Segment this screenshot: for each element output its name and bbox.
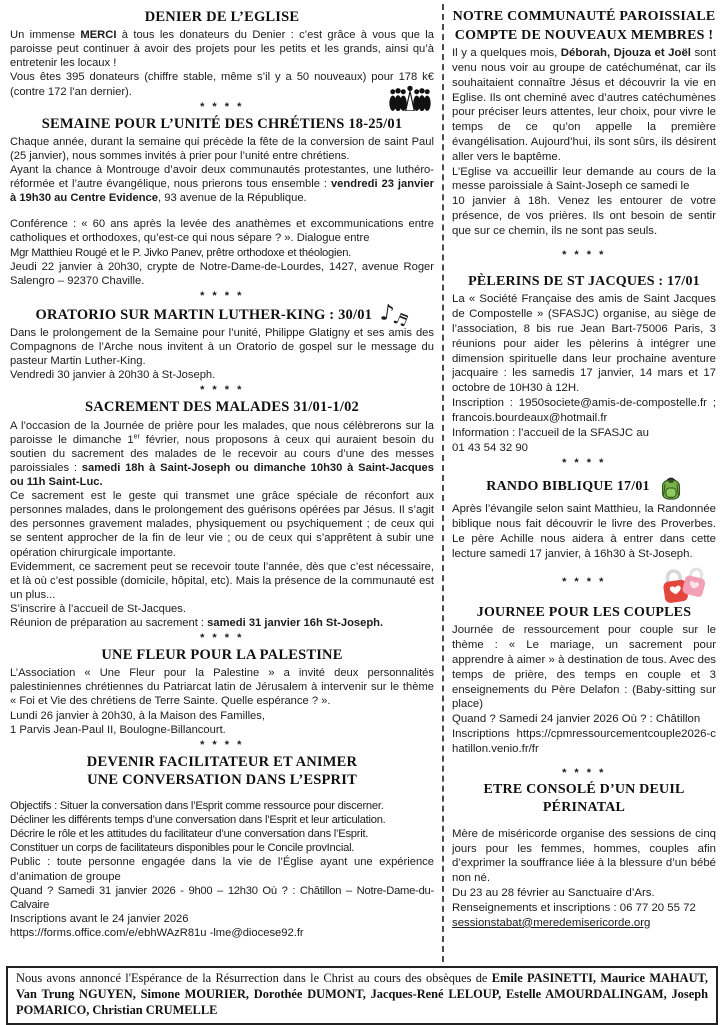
backpack-icon bbox=[660, 475, 682, 506]
text-run: sont venu nous voir au groupe de catéchuménat, car ils souhaitaient connaître Jésus et découvrir la vie en Eglise. Ils ont cheminé avec d’autres catéchumènes pour préciser leurs attentes, leur choix, pour vivre le temps de ce qu’on appelle la première évangélisation. Aujourd’hui, ils sont sûrs, ils désirent aller vers le baptême. bbox=[452, 47, 716, 163]
note-glyph: ♬ bbox=[390, 307, 412, 331]
text-run-bold: Déborah, Djouza et Joël bbox=[560, 47, 691, 60]
section-semaine-unite bbox=[10, 116, 434, 302]
text-run: février, nous proposons à ceux qui auraient besoin du soutien du sacrement des malades de le recevoir au cours d’une des messes paroissiales : bbox=[10, 433, 434, 474]
text-run-bold: MERCI bbox=[80, 29, 117, 42]
stars-text: * * * * bbox=[200, 289, 244, 302]
stars-text: * * * * bbox=[200, 100, 244, 113]
section-title-oratorio: ORATORIO SUR MARTIN LUTHER-KING : 30/01 bbox=[35, 306, 373, 323]
section-separator bbox=[10, 291, 434, 302]
paragraph: L’Association « Une Fleur pour la Palestine » a invité deux personnalités palestiniennes chrétiennes du Patriarcat latin de Jérusalem à intervenir sur le thème « Foi et Vie des chrétiens de Terre Sainte. Quelle espérance ? ». bbox=[10, 667, 434, 708]
section-title-couples: JOURNEE POUR LES COUPLES bbox=[476, 604, 692, 620]
section-denier bbox=[10, 9, 434, 113]
stars-text: * * * * bbox=[200, 632, 244, 645]
paragraph: 10 janvier à 18h. Venez les entourer de votre présence, de vos prières. Ils ont besoin de sentir que sur ce chemin, ils ne sont pas seuls. bbox=[452, 195, 716, 237]
paragraph: Décrire le rôle et les attitudes du facilitateur d’une conversation dans l’Esprit. bbox=[10, 828, 369, 841]
text-run-bold: samedi 31 janvier 16h St-Joseph. bbox=[207, 617, 384, 630]
left-column bbox=[10, 6, 434, 962]
section-separator bbox=[10, 633, 434, 644]
paragraph bbox=[10, 163, 434, 205]
paragraph: Conférence : « 60 ans après la levée des anathèmes et excommunications entre catholiques et orthodoxes, qu’est-ce qui nous sépare ? ». Dialogue entre bbox=[10, 218, 434, 245]
spacer bbox=[10, 205, 434, 217]
text-run: Un immense bbox=[10, 29, 81, 42]
paragraph: Mère de miséricorde organise des sessions de cinq jours pour les femmes, hommes, couples afin d’exprimer la souffrance liée à la blessure d’un bébé non né. bbox=[452, 827, 716, 885]
section-separator bbox=[10, 385, 434, 396]
section-separator bbox=[452, 768, 716, 779]
spacer bbox=[10, 791, 434, 799]
registration-url: https://forms.office.com/e/ebhWAzR81u -lme@diocese92.fr bbox=[10, 927, 304, 940]
email-link[interactable]: sessionstabat@meredemisericorde.org bbox=[452, 916, 651, 929]
text-run-bold: vendredi 23 janvier à 19h30 au Centre Evidence bbox=[10, 178, 434, 205]
paragraph: La « Société Française des amis de Saint Jacques de Compostelle » (SFASJC) organise, au siège de l’association, 8 bis rue Jean Bart-75006 Paris, 3 réunions pour aider les pèlerins à intégrer une dimension spirituelle dans leur prochaine aventure jacquaire : les samedis 17 janvier, 14 mars et 17 octobre de 10H30 à 12H. bbox=[452, 293, 716, 395]
paragraph bbox=[10, 28, 434, 70]
right-column bbox=[452, 6, 716, 962]
obituary-names: Emile PASINETTI, Maurice MAHAUT, Van Trung NGUYEN, Simone MOURIER, Dorothée DUMONT, Jacques-René LELOUP, Estelle AMOURDALINGAM, Joseph POMARICO, Christian CRUMELLE bbox=[16, 971, 708, 1017]
section-title-facilitateur-line1: DEVENIR FACILITATEUR ET ANIMER bbox=[86, 753, 358, 770]
stars-text: * * * * bbox=[562, 457, 606, 470]
paragraph: Mgr Matthieu Rougé et le P. Jivko Panev, prêtre orthodoxe et théologien. bbox=[10, 246, 352, 259]
text-run-bold: samedi 18h à Saint-Joseph ou dimanche 10h30 à Saint-Jacques ou 11h Saint-Luc. bbox=[10, 461, 434, 488]
paragraph: Objectifs : Situer la conversation dans l’Esprit comme ressource pour discerner. bbox=[10, 800, 384, 813]
paragraph: Décliner les différents temps d’une conversation dans l’Esprit et leur articulation. bbox=[10, 814, 386, 827]
paragraph bbox=[10, 419, 434, 490]
section-title-sacrement: SACREMENT DES MALADES 31/01-1/02 bbox=[84, 399, 359, 416]
paragraph: Chaque année, durant la semaine qui précède la fête de la conversion de saint Paul (25 janvier), nous sommes invités à prier pour l’unité entre chrétiens. bbox=[10, 135, 434, 162]
text-run: , 93 avenue de la République. bbox=[158, 192, 307, 205]
obituary-notice bbox=[6, 966, 718, 1025]
paragraph: Du 23 au 28 février au Sanctuaire d’Ars. bbox=[452, 887, 655, 900]
paragraph: Constituer un corps de facilitateurs disponibles pour le Concile provIncial. bbox=[10, 842, 355, 855]
section-title-pelerins: PÈLERINS DE ST JACQUES : 17/01 bbox=[468, 273, 700, 289]
choir-icon bbox=[388, 84, 432, 114]
text-run: Ayant la chance à Montrouge d’avoir deux communautés protestantes, une luthéro-réformée et l’autre évangélique, nous prierons tous ensemble : bbox=[10, 163, 434, 191]
contact-emails: Inscription : 1950societe@amis-de-compostelle.fr ; francois.bourdeaux@hotmail.fr bbox=[452, 397, 716, 424]
stars-text: * * * * bbox=[200, 738, 244, 751]
section-title-communaute-line2: COMPTE DE NOUVEAUX MEMBRES ! bbox=[454, 27, 714, 43]
section-title-semaine-unite: SEMAINE POUR L’UNITÉ DES CHRÉTIENS 18-25/01 bbox=[41, 115, 403, 132]
paragraph: Dans le prolongement de la Semaine pour l’unité, Philippe Glatigny et ses amis des Compagnons de l’Arche nous invitent à un Oratorio de gospel sur le message du pasteur Martin Luther-King. bbox=[10, 326, 434, 368]
paragraph: Ce sacrement est le geste qui transmet une grâce spéciale de réconfort aux personnes malades, dans le prolongement des guérisons opérées par Jésus. Il s’agit des personnes gravement malades, physiquement ou psychiquement ; de ceux qui se sentent approcher de la fin de leur vie ; ou de ceux qui s’apprêtent à subir une opération chirurgicale importante. bbox=[10, 490, 434, 559]
text-run: A l’occasion de la Journée de prière pour les malades, que nous célèbrerons sur la paroisse le dimanche 1 bbox=[10, 419, 434, 446]
paragraph: S’inscrire à l’accueil de St-Jacques. bbox=[10, 602, 186, 615]
paragraph: Information : l’accueil de la SFASJC au bbox=[452, 426, 649, 439]
spacer bbox=[452, 239, 716, 247]
paragraph: Public : toute personne engagée dans la vie de l’Église ayant une expérience d’animation de groupe bbox=[10, 856, 434, 883]
couple-locks-icon bbox=[660, 563, 710, 607]
paragraph: Jeudi 22 janvier à 20h30, crypte de Notre-Dame-de-Lourdes, 1427, avenue Roger Salengro – 92370 Chaville. bbox=[10, 260, 434, 287]
note-glyph: ♪ bbox=[378, 300, 396, 327]
paragraph bbox=[452, 46, 716, 165]
section-title-denier: DENIER DE L’EGLISE bbox=[144, 9, 300, 25]
obituary-intro: Nous avons annoncé l'Espérance de la Résurrection dans le Christ au cours des obsèques de bbox=[16, 971, 492, 985]
paragraph: Vous êtes 395 donateurs (chiffre stable, même s’il y a 50 nouveaux) pour 178 k€ (contre 172 l’an dernier). bbox=[10, 71, 434, 98]
section-title-deuil-line1: ETRE CONSOLÉ D’UN DEUIL bbox=[483, 781, 685, 797]
paragraph: 1 Parvis Jean-Paul II, Boulogne-Billancourt. bbox=[10, 723, 226, 736]
section-separator bbox=[10, 740, 434, 751]
section-title-rando: RANDO BIBLIQUE 17/01 bbox=[486, 479, 650, 495]
stars-text: * * * * bbox=[200, 384, 244, 397]
section-pelerins bbox=[452, 274, 716, 470]
section-fleur-palestine bbox=[10, 647, 434, 751]
section-title-facilitateur-line2: UNE CONVERSATION DANS L’ESPRIT bbox=[87, 771, 357, 788]
music-notes-icon bbox=[378, 300, 412, 331]
section-nouveaux-membres bbox=[452, 9, 716, 271]
paragraph: Quand ? Samedi 24 janvier 2026 Où ? : Châtillon bbox=[452, 713, 701, 726]
paragraph: Renseignements et inscriptions : 06 77 20 55 72 bbox=[452, 901, 696, 914]
section-title-fleur: UNE FLEUR POUR LA PALESTINE bbox=[101, 647, 343, 664]
section-title-communaute-line1: NOTRE COMMUNAUTÉ PAROISSIALE bbox=[452, 9, 716, 24]
paragraph: Quand ? Samedi 31 janvier 2026 - 9h00 – 12h30 Où ? : Châtillon – Notre-Dame-du-Calvaire bbox=[10, 884, 434, 911]
section-separator bbox=[452, 250, 716, 261]
paragraph: L’Eglise va accueillir leur demande au cours de la messe paroissiale à Saint-Joseph ce samedi le bbox=[452, 165, 716, 193]
section-separator bbox=[10, 102, 434, 113]
paragraph: Inscriptions avant le 24 janvier 2026 bbox=[10, 912, 189, 925]
spacer bbox=[452, 263, 716, 271]
section-separator bbox=[452, 458, 716, 469]
section-facilitateur bbox=[10, 754, 434, 940]
paragraph: Après l’évangile selon saint Matthieu, la Randonnée biblique nous fait découvrir le livre des Proverbes. Le père Achille nous aidera à entrer dans cette lecture samedi 17 janvier, à 16h30 à St-Joseph. bbox=[452, 503, 716, 560]
text-run: Réunion de préparation au sacrement : bbox=[10, 617, 208, 630]
text-run: à tous les donateurs du Denier : c’est grâce à vous que la paroisse peut continuer à avoir des projets pour les petits et les grands, ainsi qu’à entretenir les locaux ! bbox=[10, 29, 434, 70]
paragraph: Vendredi 30 janvier à 20h30 à St-Joseph. bbox=[10, 369, 216, 382]
text-run: Il y a quelques mois, bbox=[452, 47, 561, 60]
section-journee-couples bbox=[452, 605, 716, 779]
stars-text: * * * * bbox=[562, 766, 606, 779]
section-deuil-perinatal bbox=[452, 782, 716, 931]
section-oratorio bbox=[10, 300, 434, 397]
paragraph: Evidemment, ce sacrement peut se recevoir toute l’année, dès que c’est nécessaire, et là où c’est possible (domicile, hôpital, etc). Mais la présence de la communauté est un plus... bbox=[10, 560, 434, 601]
registration-url: Inscriptions https://cpmressourcementcouple2026-chatillon.venio.fr/fr bbox=[452, 728, 716, 755]
superscript: er bbox=[133, 432, 140, 440]
column-divider bbox=[442, 4, 444, 962]
section-separator bbox=[452, 577, 716, 588]
stars-text: * * * * bbox=[562, 575, 606, 588]
spacer bbox=[452, 757, 716, 765]
section-title-deuil-line2: PÉRINATAL bbox=[542, 800, 626, 816]
paragraph: Journée de ressourcement pour couple sur le thème : « Le mariage, un sacrement pour apprendre à aimer » à destination de tous. Avec des temps de prière, des temps en couple et 3 enseignements du Père Delafon : (Baby-sitting sur place) bbox=[452, 624, 716, 711]
phone-number: 01 43 54 32 90 bbox=[452, 441, 529, 454]
spacer bbox=[452, 819, 716, 827]
section-rando-biblique bbox=[452, 471, 716, 601]
paragraph: Lundi 26 janvier à 20h30, à la Maison des Familles, bbox=[10, 709, 265, 722]
section-sacrement-malades bbox=[10, 399, 434, 644]
stars-text: * * * * bbox=[562, 248, 606, 261]
paragraph bbox=[10, 616, 434, 630]
